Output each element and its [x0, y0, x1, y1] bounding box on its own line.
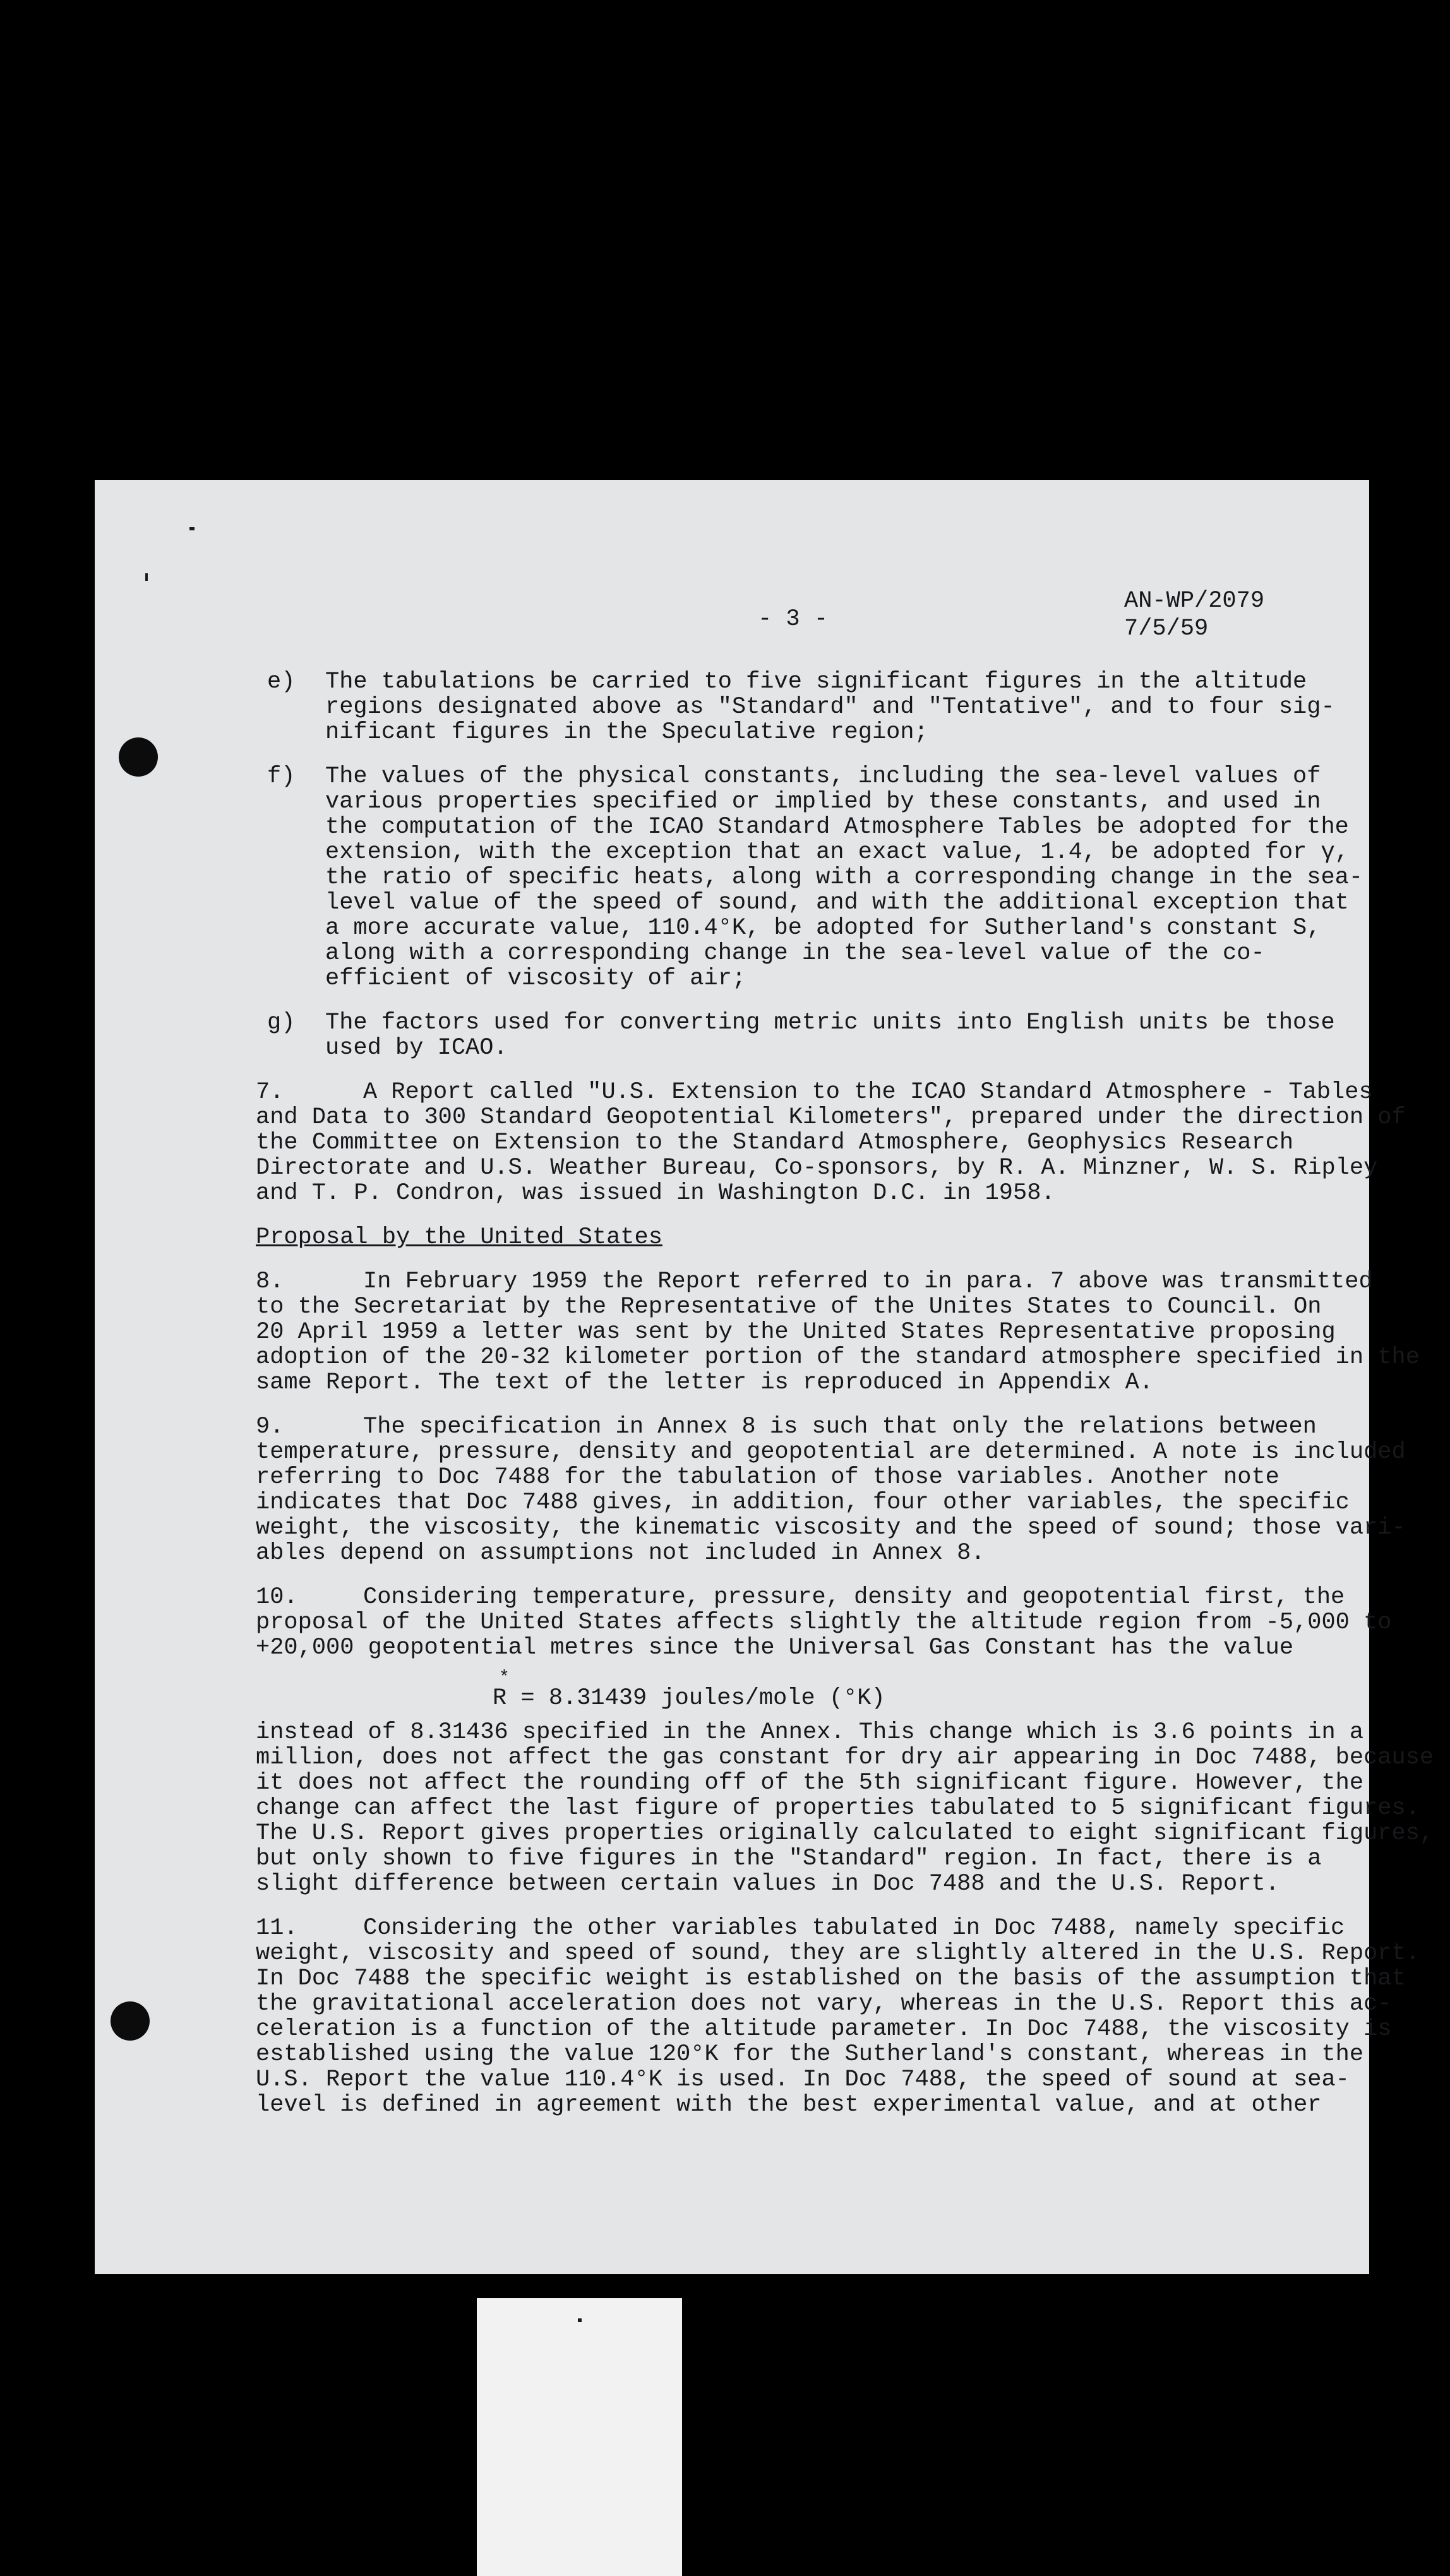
text-line: and Data to 300 Standard Geopotential Kilometers", prepared under the direction of — [256, 1104, 1406, 1131]
paragraph-7 — [256, 1079, 1406, 1207]
speck-mark — [578, 2318, 582, 2322]
text-line: The values of the physical constants, including the sea-level values of — [325, 763, 1321, 790]
punch-hole-bottom — [111, 2001, 150, 2041]
text-line: slight difference between certain values in Doc 7488 and the U.S. Report. — [256, 1871, 1279, 1897]
formula-text: R = 8.31439 joules/mole (°K) — [493, 1685, 885, 1712]
text-line: The factors used for converting metric units into English units be those — [325, 1010, 1335, 1036]
text-line: nificant figures in the Speculative region; — [325, 719, 928, 746]
text-line: weight, the viscosity, the kinematic viscosity and the speed of sound; those vari- — [256, 1515, 1406, 1541]
index-tab — [477, 2298, 682, 2576]
document-reference — [1124, 587, 1264, 643]
text-line: +20,000 geopotential metres since the Universal Gas Constant has the value — [256, 1635, 1294, 1661]
text-line: Considering the other variables tabulated in Doc 7488, namely specific — [363, 1915, 1345, 1941]
text-line: 20 April 1959 a letter was sent by the United States Representative proposing — [256, 1319, 1336, 1345]
text-line: In Doc 7488 the specific weight is established on the basis of the assumption that — [256, 1965, 1406, 1992]
item-label: f) — [267, 763, 296, 790]
paragraph-number: 8. — [256, 1268, 284, 1295]
text-line: change can affect the last figure of properties tabulated to 5 significant figures. — [256, 1795, 1420, 1822]
body-text — [256, 669, 1434, 2137]
text-line: proposal of the United States affects slightly the altitude region from -5,000 to — [256, 1609, 1392, 1636]
list-item-e — [256, 669, 1342, 745]
text-line: Considering temperature, pressure, density and geopotential first, the — [363, 1584, 1345, 1611]
text-line: million, does not affect the gas constant for dry air appearing in Doc 7488, because — [256, 1744, 1434, 1771]
text-line: the gravitational acceleration does not vary, whereas in the U.S. Report this ac- — [256, 1991, 1392, 2017]
text-line: temperature, pressure, density and geopotential are determined. A note is included — [256, 1439, 1406, 1465]
paragraph-number: 7. — [256, 1079, 284, 1106]
text-line: The tabulations be carried to five significant figures in the altitude — [325, 669, 1307, 695]
text-line: same Report. The text of the letter is reproduced in Appendix A. — [256, 1369, 1154, 1396]
punch-hole-top — [119, 737, 158, 777]
text-line: indicates that Doc 7488 gives, in addition, four other variables, the specific — [256, 1489, 1350, 1516]
doc-date: 7/5/59 — [1124, 616, 1209, 642]
text-line: Directorate and U.S. Weather Bureau, Co-sponsors, by R. A. Minzner, W. S. Ripley — [256, 1155, 1378, 1181]
text-line: level value of the speed of sound, and with the additional exception that — [325, 890, 1349, 916]
paragraph-10-continued — [256, 1719, 1434, 1897]
text-line: In February 1959 the Report referred to in para. 7 above was transmitted — [363, 1268, 1373, 1295]
text-line: regions designated above as "Standard" and "Tentative", and to four sig- — [325, 694, 1335, 720]
text-line: it does not affect the rounding off of the 5th significant figure. However, the — [256, 1770, 1364, 1796]
text-line: level is defined in agreement with the best experimental value, and at other — [256, 2092, 1322, 2118]
item-body — [325, 1010, 1342, 1061]
doc-ref: AN-WP/2079 — [1124, 588, 1265, 614]
text-line: weight, viscosity and speed of sound, they are slightly altered in the U.S. Report. — [256, 1940, 1420, 1967]
text-line: established using the value 120°K for the Sutherland's constant, whereas in the — [256, 2041, 1364, 2068]
list-item-f — [256, 763, 1363, 992]
speck-mark — [145, 573, 148, 581]
text-line: U.S. Report the value 110.4°K is used. In Doc 7488, the speed of sound at sea- — [256, 2066, 1350, 2093]
paragraph-10 — [256, 1584, 1392, 1661]
text-line: along with a corresponding change in the sea-level value of the co- — [325, 940, 1265, 967]
text-line: the computation of the ICAO Standard Atmosphere Tables be adopted for the — [325, 814, 1349, 840]
item-label: g) — [267, 1010, 296, 1036]
text-line: instead of 8.31436 specified in the Annex. This change which is 3.6 points in a — [256, 1719, 1364, 1746]
text-line: the ratio of specific heats, along with a corresponding change in the sea- — [325, 864, 1363, 891]
text-line: efficient of viscosity of air; — [325, 965, 746, 992]
text-line: the Committee on Extension to the Standard Atmosphere, Geophysics Research — [256, 1130, 1294, 1156]
text-line: to the Secretariat by the Representative of the Unites States to Council. On — [256, 1294, 1322, 1320]
text-line: referring to Doc 7488 for the tabulation of those variables. Another note — [256, 1464, 1279, 1491]
item-body — [325, 669, 1342, 745]
text-line: extension, with the exception that an exact value, 1.4, be adopted for γ, — [325, 839, 1349, 866]
document-page — [95, 480, 1434, 2274]
text-line: The specification in Annex 8 is such that only the relations between — [363, 1414, 1317, 1440]
text-line: a more accurate value, 110.4°K, be adopted for Sutherland's constant S, — [325, 915, 1321, 941]
section-heading: Proposal by the United States — [256, 1224, 662, 1251]
paragraph-number: 10. — [256, 1584, 298, 1611]
text-line: A Report called "U.S. Extension to the ICAO Standard Atmosphere - Tables — [363, 1079, 1373, 1106]
paragraph-number: 11. — [256, 1915, 298, 1941]
list-item-g — [256, 1010, 1342, 1061]
paragraph-11 — [256, 1915, 1420, 2118]
paragraph-9 — [256, 1414, 1406, 1566]
text-line: and T. P. Condron, was issued in Washington D.C. in 1958. — [256, 1180, 1055, 1207]
text-line: used by ICAO. — [325, 1035, 508, 1061]
item-body — [325, 764, 1363, 991]
text-line: ables depend on assumptions not included in Annex 8. — [256, 1540, 985, 1566]
text-line: celeration is a function of the altitude parameter. In Doc 7488, the viscosity is — [256, 2016, 1392, 2042]
item-label: e) — [267, 669, 296, 695]
text-line: adoption of the 20-32 kilometer portion of the standard atmosphere specified in the — [256, 1344, 1420, 1371]
text-line: various properties specified or implied by these constants, and used in — [325, 789, 1321, 815]
text-line: The U.S. Report gives properties originally calculated to eight significant figures, — [256, 1820, 1434, 1847]
paragraph-8 — [256, 1268, 1420, 1396]
speck-mark — [189, 527, 195, 530]
page-number: - 3 - — [758, 606, 829, 633]
formula-superscript: * — [499, 1668, 510, 1688]
text-line: but only shown to five figures in the "Standard" region. In fact, there is a — [256, 1846, 1322, 1872]
paragraph-number: 9. — [256, 1414, 284, 1440]
gas-constant-formula — [256, 1668, 1342, 1712]
